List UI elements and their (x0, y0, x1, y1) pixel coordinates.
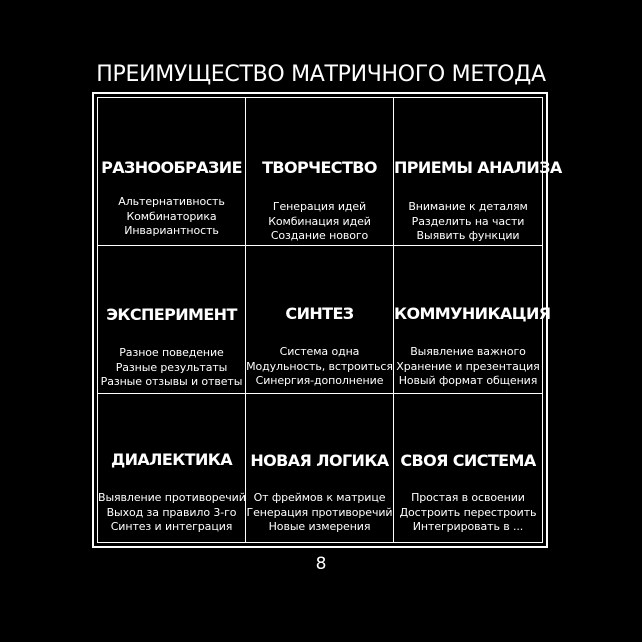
cell-communication (394, 246, 551, 394)
cell-lines (98, 346, 245, 390)
cell-line: Разные отзывы и ответы (100, 375, 243, 388)
cell-new-logic (246, 394, 394, 542)
matrix-frame (92, 92, 562, 548)
cell-heading: ДИАЛЕКТИКА (110, 450, 233, 469)
cell-line: Система одна (279, 345, 360, 358)
cell-heading: ТВОРЧЕСТВО (262, 158, 377, 177)
cell-line: Разделить на части (411, 214, 525, 228)
cell-line: Комбинаторика (126, 209, 217, 223)
page-title: ПРЕИМУЩЕСТВО МАТРИЧНОГО МЕТОДА (96, 62, 546, 87)
cell-line: Достроить перестроить (399, 505, 537, 519)
cell-synthesis (246, 246, 394, 394)
cell-heading: СВОЯ СИСТЕМА (400, 451, 536, 470)
cell-line: Синергия-дополнение (255, 374, 384, 387)
cell-line: Создание нового (270, 229, 369, 242)
cell-line: Выявление важного (410, 345, 526, 358)
cell-line: Новый формат общения (398, 374, 538, 387)
cell-analysis (394, 98, 562, 246)
cell-line: Выход за правило 3-го (106, 505, 237, 519)
cell-line: Интегрировать в ... (412, 520, 524, 533)
matrix-grid (97, 97, 562, 543)
cell-heading: СИНТЕЗ (285, 304, 354, 323)
cell-lines (98, 491, 245, 535)
cell-creativity (246, 98, 394, 246)
page-number: 8 (315, 554, 327, 574)
cell-line: Внимание к деталям (408, 200, 528, 213)
cell-line: Модульность, встроиться (246, 359, 393, 373)
cell-line: Генерация противоречий (246, 505, 393, 519)
cell-line: От фреймов к матрице (253, 491, 386, 504)
cell-diversity (98, 98, 246, 246)
cell-line: Альтернативность (118, 195, 225, 208)
cell-lines (246, 200, 393, 244)
cell-line: Новые измерения (268, 520, 371, 533)
cell-heading: НОВАЯ ЛОГИКА (250, 451, 389, 470)
cell-heading: ЭКСПЕРИМЕНТ (106, 305, 237, 324)
cell-lines (246, 345, 393, 389)
cell-lines (98, 195, 245, 239)
cell-lines (394, 491, 542, 535)
cell-line: Простая в освоении (411, 491, 525, 504)
cell-heading: ПРИЕМЫ АНАЛИЗА (394, 158, 562, 177)
cell-line: Выявление противоречий (98, 491, 246, 504)
cell-line: Хранение и презентация (396, 359, 540, 373)
cell-line: Синтез и интеграция (110, 520, 233, 533)
cell-own-system (394, 394, 542, 542)
cell-experiment (98, 246, 246, 394)
cell-heading: РАЗНООБРАЗИЕ (101, 158, 242, 177)
cell-line: Разное поведение (119, 346, 224, 359)
cell-line: Инвариантность (124, 224, 219, 237)
cell-dialectics (98, 394, 246, 542)
cell-heading: КОММУНИКАЦИЯ (394, 304, 551, 323)
cell-line: Комбинация идей (268, 214, 371, 228)
cell-line: Выявить функции (416, 229, 520, 242)
cell-lines (394, 345, 542, 389)
cell-lines (394, 200, 542, 244)
cell-line: Разные результаты (115, 360, 228, 374)
cell-lines (246, 491, 393, 535)
cell-line: Генерация идей (272, 200, 367, 213)
